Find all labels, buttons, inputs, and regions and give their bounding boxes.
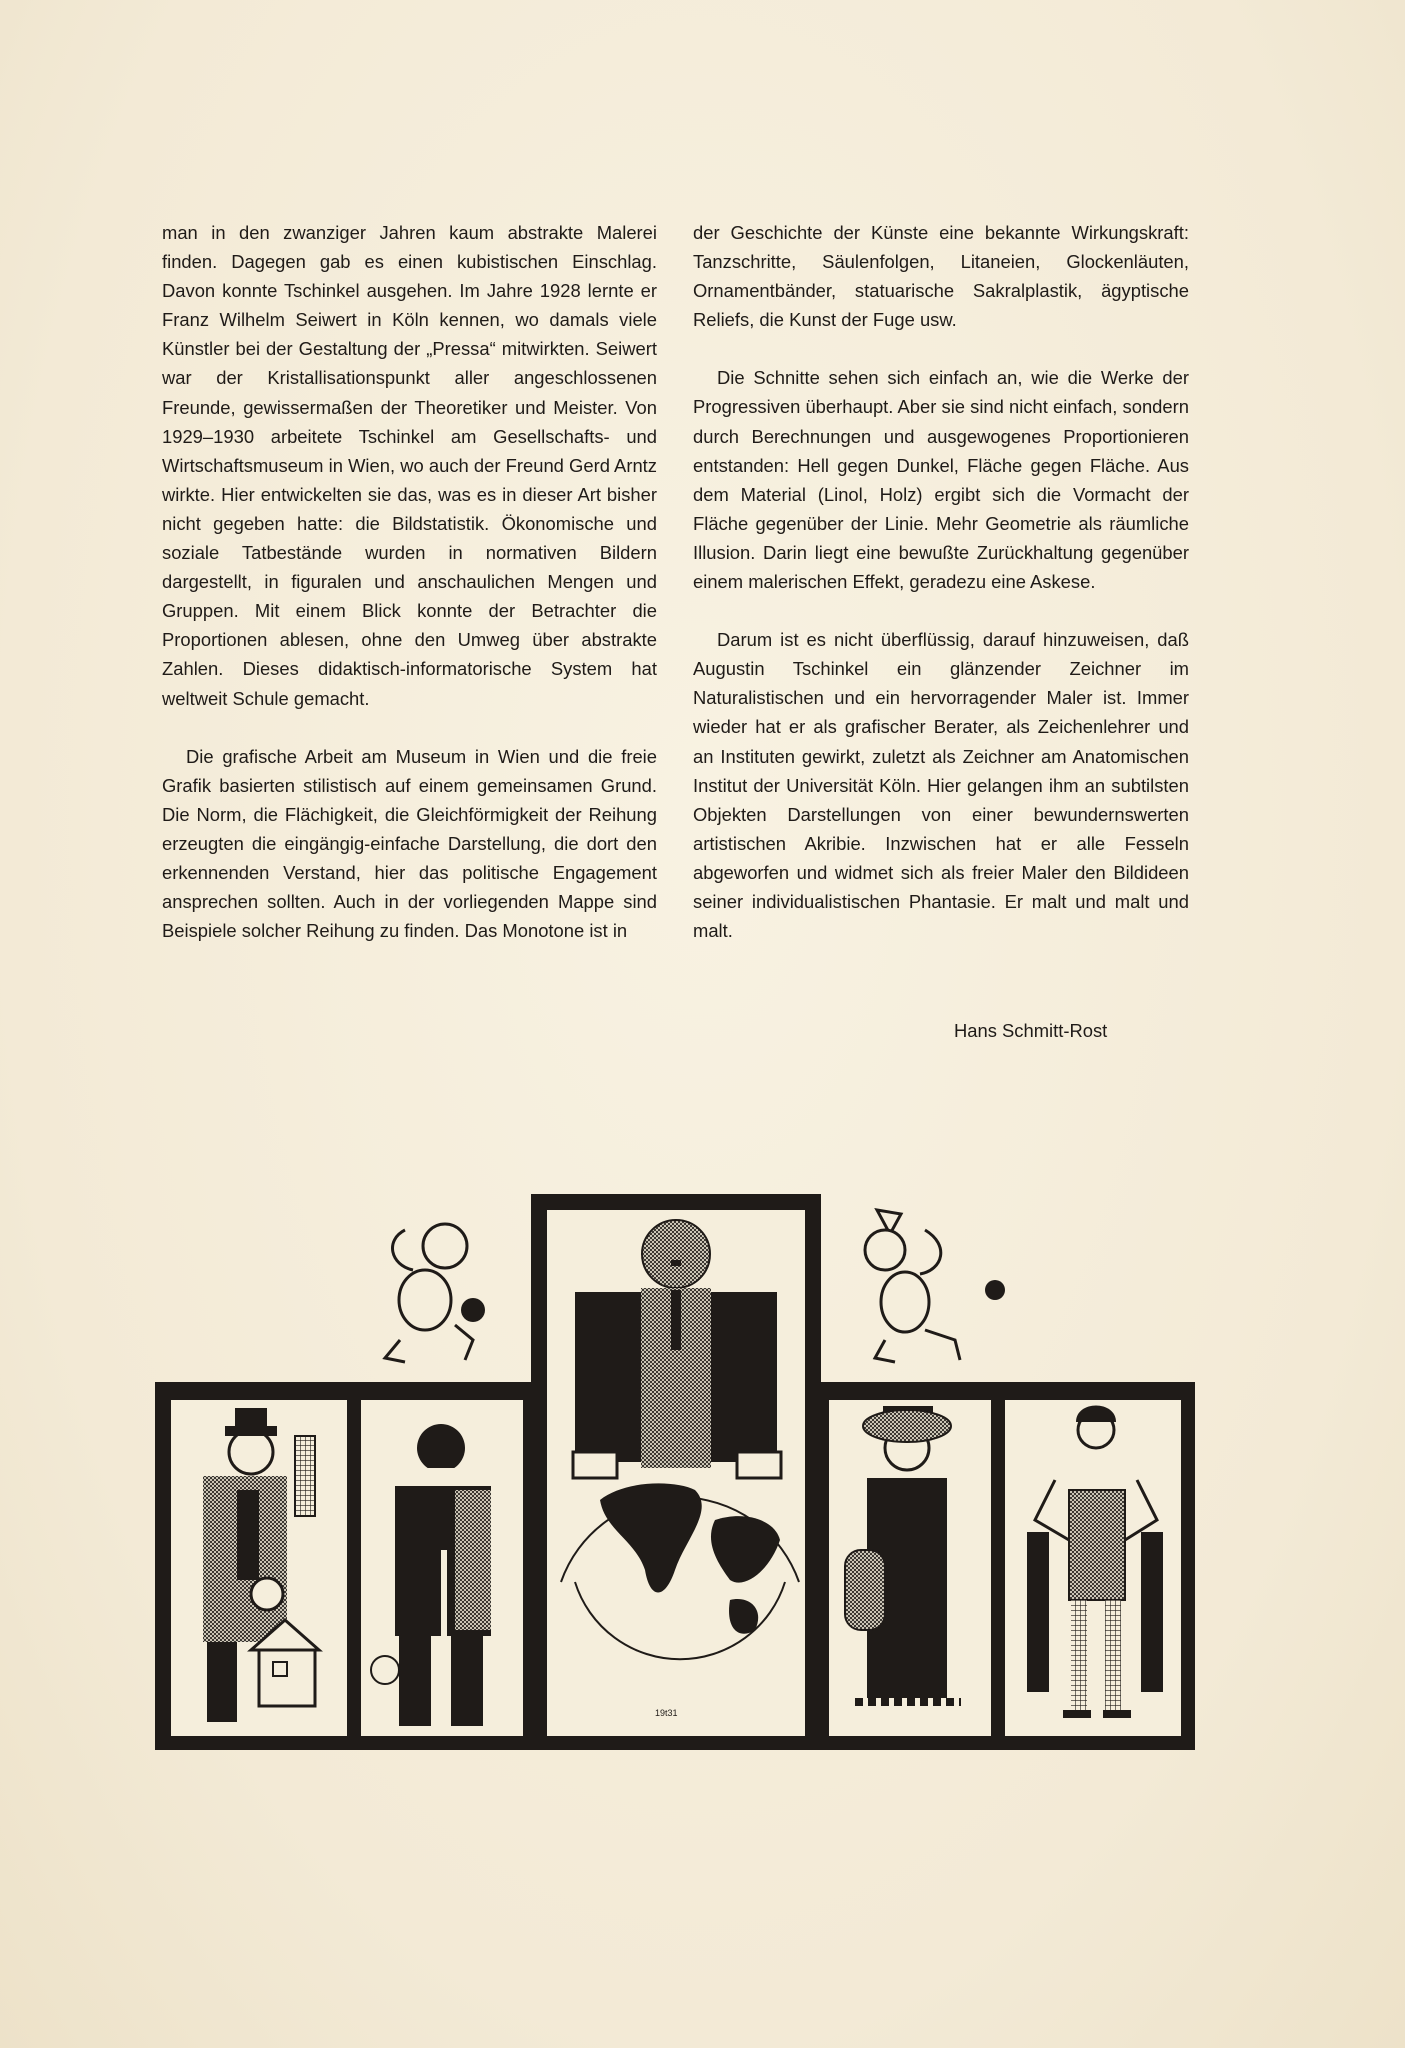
paragraph: der Geschichte der Künste eine bekannte Wirkungskraft: Tanzschritte, Säulenfolgen, Litaneien, Glockenläuten, Ornamentbänder, statuarische Sakralplastik, ägyptische Reliefs, die Kunst der Fuge usw. <box>693 222 1189 331</box>
author-signature: Hans Schmitt-Rost <box>954 1020 1108 1041</box>
cherub-left <box>385 1224 485 1362</box>
date-mark: 19t31 <box>655 1708 678 1718</box>
paragraph: man in den zwanziger Jahren kaum abstrakte Malerei finden. Dagegen gab es einen kubistischen Einschlag. Davon konnte Tschinkel ausgehen. Im Jahre 1928 lernte er Franz Wilhelm Seiwert in Köln kennen, wo damals viele Künstler bei der Gestaltung der „Pressa“ mitwirkten. Seiwert war der Kristallisationspunkt aller angeschlossenen Freunde, gewissermaßen der Theoretiker und Meister. Von 1929–1930 arbeitete Tschinkel am Gesellschafts- und Wirtschaftsmuseum in Wien, wo auch der Freund Gerd Arntz wirkte. Hier entwickelten sie das, was es in dieser Art bisher nicht gegeben hatte: die Bildstatistik. Ökonomische und soziale Tatbestände wurden in normativen Bildern dargestellt, in figuralen und anschaulichen Mengen und Gruppen. Mit einem Blick konnte der Betrachter die Proportionen ablesen, ohne den Umweg über abstrakte Zahlen. Dieses didaktisch-informatorische System hat weltweit Schule gemacht. <box>162 222 657 709</box>
panel-capitalist-globe <box>547 1210 805 1736</box>
panel-woman <box>1005 1400 1181 1736</box>
panel-businessman <box>171 1400 347 1736</box>
cherub-right <box>865 1210 1005 1362</box>
panel-policeman <box>361 1400 523 1736</box>
text-column-left <box>162 218 657 945</box>
woodcut-illustration <box>155 1190 1200 1760</box>
text-column-right <box>693 218 1189 945</box>
paragraph: Die grafische Arbeit am Museum in Wien und die freie Grafik basierten stilistisch auf einem gemeinsamen Grund. Die Norm, die Flächigkeit, die Gleichförmigkeit der Reihung erzeugten die eingängig-einfache Darstellung, die dort den erkennenden Verstand, hier das politische Engagement ansprechen sollten. Auch in der vorliegenden Mappe sind Beispiele solcher Reihung zu finden. Das Monotone ist in <box>162 745 657 942</box>
paragraph: Darum ist es nicht überflüssig, darauf hinzuweisen, daß Augustin Tschinkel ein glänzender Zeichner im Naturalistischen und ein hervorragender Maler ist. Immer wieder hat er als grafischer Berater, als Zeichenlehrer und an Instituten gewirkt, zuletzt als Zeichner am Anatomischen Institut der Universität Köln. Hier gelangen ihm an subtilsten Objekten Darstellungen von einer bewundernswerten artistischen Akribie. Inzwischen hat er alle Fesseln abgeworfen und widmet sich als freier Maler den Bildideen seiner individualistischen Phantasie. Er malt und malt und malt. <box>693 629 1189 942</box>
panel-priest <box>829 1400 991 1736</box>
paragraph: Die Schnitte sehen sich einfach an, wie die Werke der Progressiven überhaupt. Aber sie sind nicht einfach, sondern durch Berechnungen und ausgewogenes Proportionieren entstanden: Hell gegen Dunkel, Fläche gegen Fläche. Aus dem Material (Linol, Holz) ergibt sich die Vormacht der Fläche gegenüber der Linie. Mehr Geometrie als räumliche Illusion. Darin liegt eine bewußte Zurückhaltung gegenüber einem malerischen Effekt, geradezu eine Askese. <box>693 367 1189 593</box>
